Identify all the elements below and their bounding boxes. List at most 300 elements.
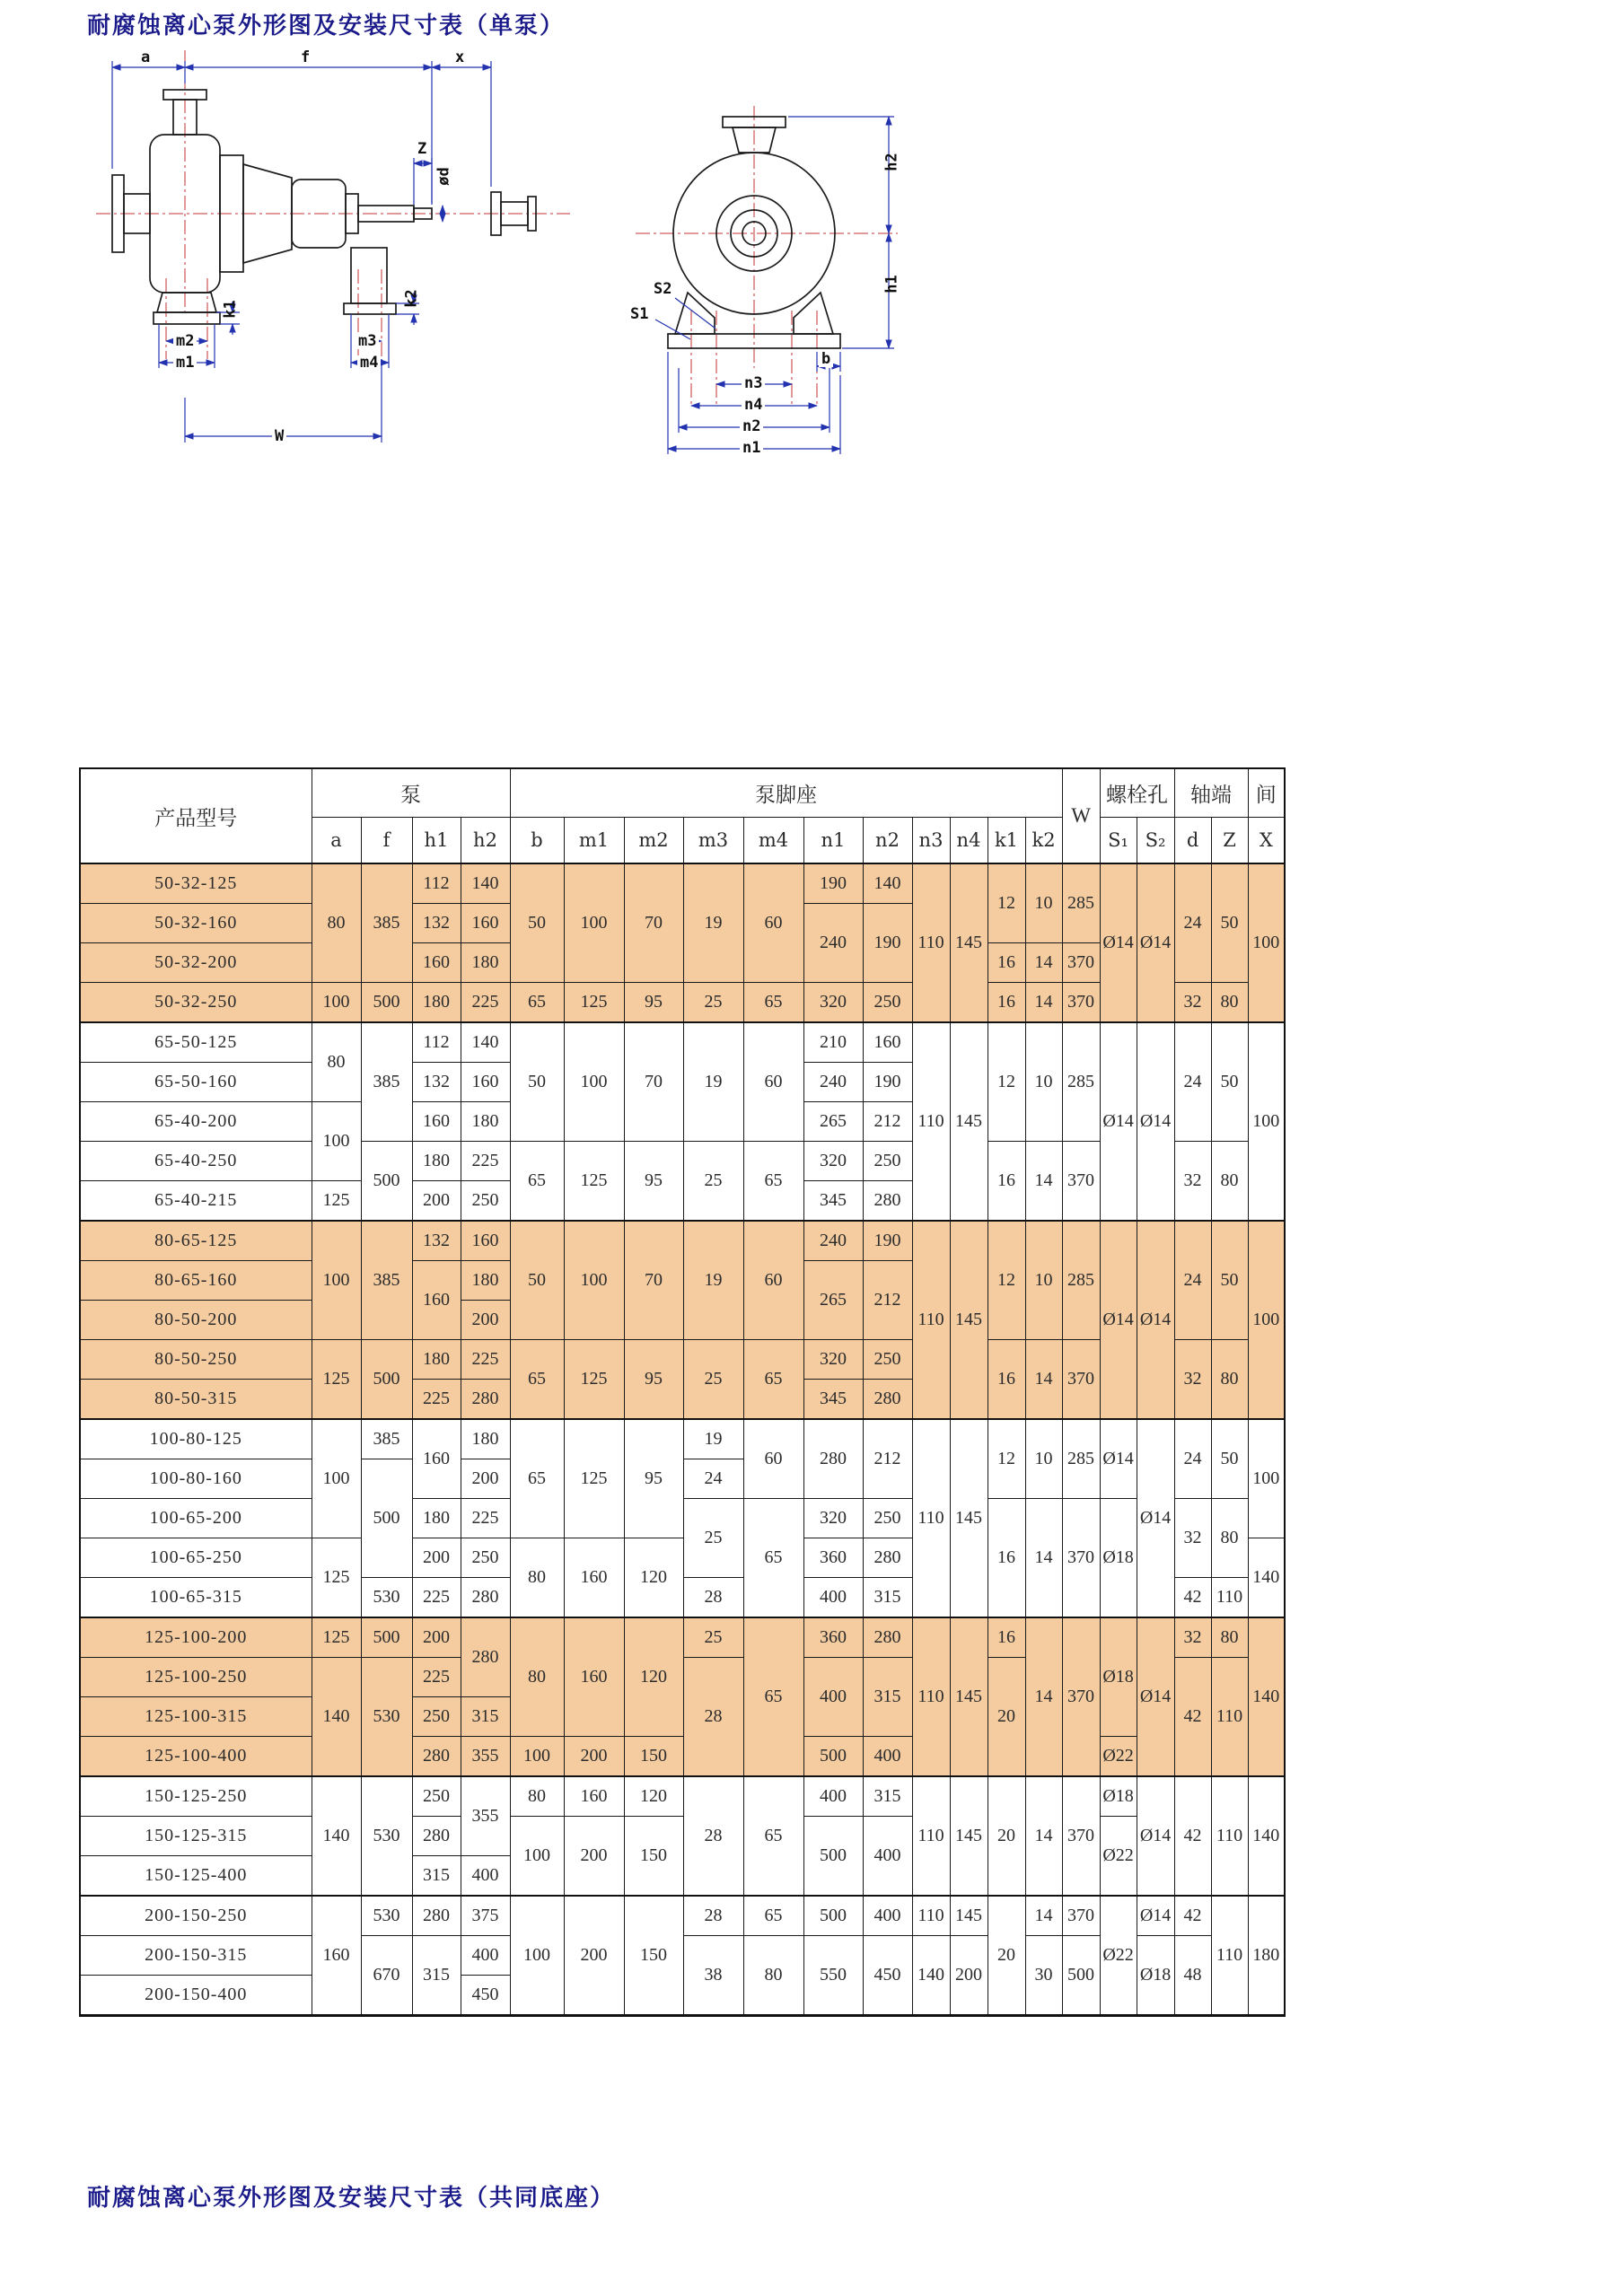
cell-f: 500: [361, 1142, 412, 1222]
header-product-model: 产品型号: [80, 768, 312, 863]
cell-m4: 60: [743, 1419, 803, 1499]
cell-m4: 65: [743, 983, 803, 1023]
subheader-h2: h2: [461, 818, 510, 864]
cell-n1: 360: [803, 1617, 863, 1658]
cell-f: 385: [361, 1022, 412, 1142]
cell-h1: 180: [412, 983, 461, 1023]
cell-h1: 132: [412, 1063, 461, 1102]
cell-n2: 400: [863, 1737, 912, 1777]
dim-label-k1: k1: [221, 300, 240, 319]
cell-W: 370: [1062, 1776, 1100, 1896]
subheader-s1: S₁: [1100, 818, 1137, 864]
cell-m4: 65: [743, 1896, 803, 1936]
cell-m4: 65: [743, 1499, 803, 1618]
model-cell: 100-80-125: [80, 1419, 312, 1459]
cell-a: 140: [312, 1658, 361, 1777]
cell-n2: 212: [863, 1419, 912, 1499]
cell-h2: 160: [461, 1063, 510, 1102]
cell-W: 285: [1062, 1419, 1100, 1499]
cell-h1: 160: [412, 1261, 461, 1340]
cell-n2: 280: [863, 1538, 912, 1578]
subheader-h1: h1: [412, 818, 461, 864]
cell-m4: 65: [743, 1776, 803, 1896]
cell-f: 385: [361, 863, 412, 983]
dimension-table: [79, 767, 1286, 2017]
cell-a: 100: [312, 1221, 361, 1340]
cell-d: 24: [1174, 863, 1211, 983]
model-cell: 65-50-125: [80, 1022, 312, 1063]
cell-a: 100: [312, 1419, 361, 1538]
cell-d: 32: [1174, 1142, 1211, 1222]
cell-k1: 16: [988, 1142, 1025, 1222]
pump-end-view-svg: [628, 99, 925, 458]
cell-Z: 80: [1211, 1340, 1248, 1420]
subheader-m1: m1: [564, 818, 624, 864]
cell-a: 160: [312, 1896, 361, 2016]
cell-n2: 280: [863, 1617, 912, 1658]
cell-n1: 500: [803, 1737, 863, 1777]
cell-d: 24: [1174, 1022, 1211, 1142]
cell-a: 140: [312, 1776, 361, 1896]
cell-n2: 400: [863, 1896, 912, 1936]
model-cell: 65-50-160: [80, 1063, 312, 1102]
header-bolt-holes: 螺栓孔: [1100, 768, 1174, 818]
cell-S1: Ø22: [1100, 1817, 1137, 1897]
subheader-k1: k1: [988, 818, 1025, 864]
cell-W: 370: [1062, 983, 1100, 1023]
cell-h1: 225: [412, 1658, 461, 1697]
cell-h2: 355: [461, 1776, 510, 1856]
cell-m1: 100: [564, 1221, 624, 1340]
cell-m1: 125: [564, 1419, 624, 1538]
cell-m3: 28: [683, 1658, 743, 1777]
cell-f: 500: [361, 983, 412, 1023]
cell-Z: 80: [1211, 1499, 1248, 1578]
cell-k2: 14: [1025, 943, 1062, 983]
model-cell: 80-50-200: [80, 1301, 312, 1340]
cell-d: 32: [1174, 1617, 1211, 1658]
cell-m4: 65: [743, 1617, 803, 1776]
cell-Z: 80: [1211, 1142, 1248, 1222]
cell-h2: 225: [461, 1499, 510, 1538]
cell-b: 65: [510, 983, 564, 1023]
cell-X: 100: [1248, 1022, 1285, 1221]
model-cell: 80-65-125: [80, 1221, 312, 1261]
header-w: W: [1062, 768, 1100, 863]
cell-n3: 110: [912, 1221, 950, 1419]
cell-h1: 200: [412, 1538, 461, 1578]
cell-m1: 125: [564, 983, 624, 1023]
cell-S2: Ø18: [1137, 1936, 1174, 2016]
model-cell: 125-100-315: [80, 1697, 312, 1737]
cell-d: 24: [1174, 1221, 1211, 1340]
cell-S1: Ø14: [1100, 1419, 1137, 1499]
dim-label-h2: h2: [882, 153, 901, 171]
dim-label-n2: n2: [740, 419, 763, 434]
cell-m3: 28: [683, 1776, 743, 1896]
cell-k1: 20: [988, 1658, 1025, 1777]
cell-f: 530: [361, 1578, 412, 1618]
cell-m2: 120: [624, 1538, 683, 1618]
cell-h1: 225: [412, 1578, 461, 1618]
dim-label-f: f: [301, 48, 311, 66]
cell-k1: 16: [988, 1340, 1025, 1420]
cell-d: 32: [1174, 983, 1211, 1023]
cell-m1: 200: [564, 1896, 624, 2016]
cell-h1: 280: [412, 1737, 461, 1777]
cell-b: 100: [510, 1896, 564, 2016]
cell-S2: Ø14: [1137, 1221, 1174, 1419]
pump-side-view-drawing: [85, 43, 606, 465]
cell-n3: 110: [912, 1776, 950, 1896]
cell-f: 530: [361, 1658, 412, 1777]
cell-f: 500: [361, 1617, 412, 1658]
cell-b: 100: [510, 1737, 564, 1777]
header-shaft-end: 轴端: [1174, 768, 1248, 818]
model-cell: 65-40-215: [80, 1181, 312, 1222]
subheader-n4: n4: [950, 818, 988, 864]
cell-m3: 38: [683, 1936, 743, 2016]
cell-h2: 180: [461, 1261, 510, 1301]
cell-Z: 110: [1211, 1896, 1248, 2016]
page-title-bottom: 耐腐蚀离心泵外形图及安装尺寸表（共同底座）: [87, 2184, 616, 2211]
cell-b: 65: [510, 1419, 564, 1538]
cell-m2: 120: [624, 1776, 683, 1817]
cell-n1: 210: [803, 1022, 863, 1063]
subheader-x: X: [1248, 818, 1285, 864]
cell-n1: 320: [803, 1499, 863, 1538]
cell-n2: 250: [863, 983, 912, 1023]
cell-b: 80: [510, 1776, 564, 1817]
cell-m3: 19: [683, 1022, 743, 1142]
cell-h2: 250: [461, 1538, 510, 1578]
cell-S1: Ø18: [1100, 1617, 1137, 1737]
cell-X: 100: [1248, 1221, 1285, 1419]
model-cell: 50-32-250: [80, 983, 312, 1023]
cell-m3: 25: [683, 983, 743, 1023]
cell-h2: 280: [461, 1380, 510, 1420]
cell-n2: 315: [863, 1578, 912, 1618]
cell-k2: 10: [1025, 1022, 1062, 1142]
cell-n2: 190: [863, 904, 912, 983]
cell-Z: 110: [1211, 1776, 1248, 1896]
cell-h1: 225: [412, 1380, 461, 1420]
cell-f: 530: [361, 1776, 412, 1896]
model-cell: 100-65-200: [80, 1499, 312, 1538]
cell-h1: 280: [412, 1817, 461, 1856]
model-cell: 65-40-250: [80, 1142, 312, 1181]
model-cell: 200-150-400: [80, 1976, 312, 2016]
cell-a: 100: [312, 983, 361, 1023]
cell-m2: 70: [624, 863, 683, 983]
cell-b: 50: [510, 1022, 564, 1142]
cell-h2: 200: [461, 1301, 510, 1340]
model-cell: 100-65-315: [80, 1578, 312, 1618]
cell-h2: 315: [461, 1697, 510, 1737]
dim-label-s1: S1: [630, 305, 649, 323]
cell-a: 125: [312, 1617, 361, 1658]
page-title: 耐腐蚀离心泵外形图及安装尺寸表（单泵）: [87, 12, 566, 39]
cell-h2: 400: [461, 1856, 510, 1897]
dim-label-n1: n1: [740, 441, 763, 456]
cell-n1: 320: [803, 1142, 863, 1181]
cell-m3: 28: [683, 1578, 743, 1618]
cell-Z: 50: [1211, 863, 1248, 983]
cell-m1: 200: [564, 1817, 624, 1897]
cell-W: 370: [1062, 1340, 1100, 1420]
model-cell: 80-65-160: [80, 1261, 312, 1301]
dim-label-k2: k2: [402, 289, 421, 308]
cell-h1: 160: [412, 1102, 461, 1142]
cell-h1: 180: [412, 1499, 461, 1538]
cell-k2: 10: [1025, 1221, 1062, 1340]
cell-X: 100: [1248, 1419, 1285, 1538]
cell-n4: 145: [950, 1221, 988, 1419]
cell-n2: 450: [863, 1936, 912, 2016]
cell-k2: 14: [1025, 983, 1062, 1023]
cell-a: 100: [312, 1102, 361, 1181]
cell-m3: 19: [683, 1221, 743, 1340]
dim-label-b: b: [819, 352, 833, 367]
cell-S1: Ø22: [1100, 1737, 1137, 1777]
cell-h1: 200: [412, 1617, 461, 1658]
subheader-m3: m3: [683, 818, 743, 864]
cell-n4: 145: [950, 1617, 988, 1776]
dim-label-n3: n3: [742, 376, 765, 391]
cell-m3: 25: [683, 1499, 743, 1578]
cell-h2: 160: [461, 904, 510, 943]
cell-m3: 24: [683, 1459, 743, 1499]
cell-n1: 240: [803, 904, 863, 983]
cell-m4: 80: [743, 1936, 803, 2016]
cell-m2: 95: [624, 983, 683, 1023]
cell-h2: 355: [461, 1737, 510, 1777]
cell-k2: 14: [1025, 1340, 1062, 1420]
cell-m2: 150: [624, 1737, 683, 1777]
cell-h2: 180: [461, 943, 510, 983]
cell-S1: Ø14: [1100, 1221, 1137, 1419]
cell-m4: 65: [743, 1142, 803, 1222]
cell-m2: 120: [624, 1617, 683, 1737]
cell-S1: Ø22: [1100, 1896, 1137, 2016]
cell-n1: 265: [803, 1261, 863, 1340]
cell-n4: 145: [950, 1419, 988, 1617]
dim-label-x: x: [455, 48, 465, 66]
subheader-k2: k2: [1025, 818, 1062, 864]
cell-m3: 19: [683, 1419, 743, 1459]
cell-h2: 225: [461, 1142, 510, 1181]
cell-h2: 375: [461, 1896, 510, 1936]
cell-m2: 150: [624, 1896, 683, 2016]
cell-n2: 315: [863, 1776, 912, 1817]
subheader-n2: n2: [863, 818, 912, 864]
cell-n3: 110: [912, 1896, 950, 1936]
cell-X: 140: [1248, 1538, 1285, 1618]
model-cell: 65-40-200: [80, 1102, 312, 1142]
cell-m1: 125: [564, 1340, 624, 1420]
subheader-a: a: [312, 818, 361, 864]
cell-n1: 265: [803, 1102, 863, 1142]
cell-m4: 60: [743, 1022, 803, 1142]
cell-n1: 500: [803, 1817, 863, 1897]
model-cell: 125-100-250: [80, 1658, 312, 1697]
cell-k2: 10: [1025, 1419, 1062, 1499]
cell-k1: 12: [988, 1022, 1025, 1142]
cell-n1: 345: [803, 1380, 863, 1420]
cell-h2: 225: [461, 1340, 510, 1380]
subheader-n1: n1: [803, 818, 863, 864]
cell-h2: 180: [461, 1102, 510, 1142]
cell-n2: 190: [863, 1063, 912, 1102]
cell-h2: 225: [461, 983, 510, 1023]
cell-h1: 132: [412, 1221, 461, 1261]
cell-h1: 200: [412, 1181, 461, 1222]
cell-d: 42: [1174, 1658, 1211, 1777]
cell-h1: 160: [412, 1419, 461, 1499]
cell-k1: 12: [988, 863, 1025, 943]
dim-label-h1: h1: [882, 275, 901, 294]
cell-n1: 240: [803, 1063, 863, 1102]
cell-X: 100: [1248, 863, 1285, 1022]
model-cell: 125-100-200: [80, 1617, 312, 1658]
cell-n1: 360: [803, 1538, 863, 1578]
cell-h1: 160: [412, 943, 461, 983]
cell-m4: 60: [743, 1221, 803, 1340]
cell-d: 42: [1174, 1776, 1211, 1896]
cell-b: 65: [510, 1340, 564, 1420]
dim-label-m4: m4: [357, 355, 381, 371]
cell-n1: 400: [803, 1776, 863, 1817]
subheader-b: b: [510, 818, 564, 864]
cell-m3: 25: [683, 1142, 743, 1222]
cell-h1: 315: [412, 1856, 461, 1897]
model-cell: 150-125-400: [80, 1856, 312, 1897]
cell-m1: 100: [564, 863, 624, 983]
cell-n3: 110: [912, 1419, 950, 1617]
cell-b: 80: [510, 1538, 564, 1618]
cell-n4: 145: [950, 1896, 988, 1936]
subheader-z: Z: [1211, 818, 1248, 864]
cell-S1: Ø14: [1100, 1022, 1137, 1221]
cell-W: 285: [1062, 1221, 1100, 1340]
cell-h2: 160: [461, 1221, 510, 1261]
cell-m3: 25: [683, 1340, 743, 1420]
cell-k2: 14: [1025, 1499, 1062, 1618]
cell-n1: 400: [803, 1658, 863, 1737]
cell-S2: Ø14: [1137, 1022, 1174, 1221]
dim-label-s2: S2: [654, 280, 672, 298]
dim-label-a: a: [141, 48, 151, 66]
cell-n2: 315: [863, 1658, 912, 1737]
header-pump-foot: 泵脚座: [510, 768, 1062, 818]
cell-Z: 80: [1211, 1617, 1248, 1658]
cell-m1: 160: [564, 1617, 624, 1737]
cell-f: 500: [361, 1340, 412, 1420]
cell-h2: 180: [461, 1419, 510, 1459]
model-cell: 125-100-400: [80, 1737, 312, 1777]
cell-m1: 100: [564, 1022, 624, 1142]
cell-S1: Ø18: [1100, 1499, 1137, 1618]
cell-n3: 140: [912, 1936, 950, 2016]
cell-m2: 95: [624, 1340, 683, 1420]
cell-m2: 95: [624, 1419, 683, 1538]
cell-n1: 500: [803, 1896, 863, 1936]
cell-W: 370: [1062, 1896, 1100, 1936]
cell-n2: 140: [863, 863, 912, 904]
cell-m2: 95: [624, 1142, 683, 1222]
model-cell: 80-50-250: [80, 1340, 312, 1380]
cell-h1: 250: [412, 1697, 461, 1737]
cell-m3: 25: [683, 1617, 743, 1658]
cell-n1: 280: [803, 1419, 863, 1499]
cell-m1: 125: [564, 1142, 624, 1222]
cell-k2: 30: [1025, 1936, 1062, 2016]
cell-X: 180: [1248, 1896, 1285, 2016]
cell-m3: 19: [683, 863, 743, 983]
cell-n2: 400: [863, 1817, 912, 1897]
cell-a: 125: [312, 1340, 361, 1420]
cell-h2: 450: [461, 1976, 510, 2016]
cell-S1: Ø18: [1100, 1776, 1137, 1817]
cell-n4: 145: [950, 1776, 988, 1896]
subheader-s2: S₂: [1137, 818, 1174, 864]
cell-W: 285: [1062, 863, 1100, 943]
subheader-m4: m4: [743, 818, 803, 864]
cell-h1: 315: [412, 1936, 461, 2016]
model-cell: 50-32-200: [80, 943, 312, 983]
cell-f: 670: [361, 1936, 412, 2016]
cell-h1: 180: [412, 1142, 461, 1181]
cell-h2: 400: [461, 1936, 510, 1976]
cell-Z: 50: [1211, 1221, 1248, 1340]
cell-b: 50: [510, 1221, 564, 1340]
cell-m2: 150: [624, 1817, 683, 1897]
cell-Z: 110: [1211, 1578, 1248, 1618]
cell-d: 24: [1174, 1419, 1211, 1499]
cell-n2: 212: [863, 1102, 912, 1142]
cell-b: 50: [510, 863, 564, 983]
pump-side-view-svg: [85, 43, 606, 465]
cell-m1: 200: [564, 1737, 624, 1777]
subheader-n3: n3: [912, 818, 950, 864]
cell-f: 385: [361, 1419, 412, 1459]
cell-h1: 280: [412, 1896, 461, 1936]
model-cell: 200-150-250: [80, 1896, 312, 1936]
cell-d: 42: [1174, 1578, 1211, 1618]
header-pump: 泵: [312, 768, 510, 818]
cell-S2: Ø14: [1137, 1896, 1174, 1936]
cell-h1: 250: [412, 1776, 461, 1817]
cell-Z: 80: [1211, 983, 1248, 1023]
model-cell: 80-50-315: [80, 1380, 312, 1420]
cell-S2: Ø14: [1137, 1617, 1174, 1776]
subheader-d: d: [1174, 818, 1211, 864]
cell-n2: 212: [863, 1261, 912, 1340]
dim-label-od: ød: [435, 167, 453, 186]
cell-n1: 550: [803, 1936, 863, 2016]
cell-f: 500: [361, 1459, 412, 1578]
cell-S2: Ø14: [1137, 863, 1174, 1022]
cell-m3: 28: [683, 1896, 743, 1936]
subheader-f: f: [361, 818, 412, 864]
cell-h2: 140: [461, 1022, 510, 1063]
dim-label-m1: m1: [173, 355, 197, 371]
cell-W: 370: [1062, 943, 1100, 983]
cell-Z: 50: [1211, 1022, 1248, 1142]
cell-m1: 160: [564, 1776, 624, 1817]
cell-h2: 280: [461, 1578, 510, 1618]
cell-W: 370: [1062, 1499, 1100, 1618]
